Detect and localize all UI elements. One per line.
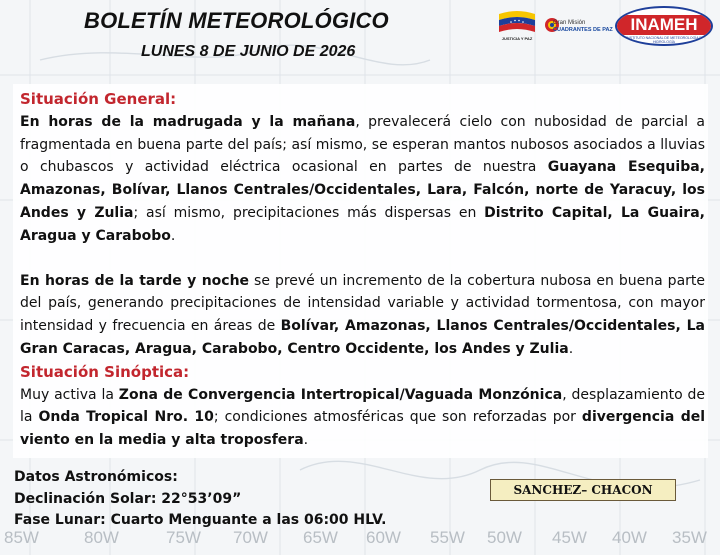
text-run: Muy activa la [20,386,119,403]
bulletin-date: LUNES 8 DE JUNIO DE 2026 [141,43,356,60]
text-run: En horas de la tarde y noche [20,272,250,289]
text-run: En horas de la madrugada y la mañana [20,113,356,130]
situacion-general-title: Situación General: [20,90,177,108]
lon-label: 65W [303,528,338,547]
astro-title: Datos Astronómicos: [14,469,178,485]
text-run: Distrito Capital, La Guaira, Aragua y Carabobo [20,204,705,244]
lon-label: 85W [4,528,39,547]
inameh-logo-text: INAMEH [617,15,711,35]
text-run: ; condiciones atmosféricas que son reforzadas por [213,409,582,426]
mision-logo-line1: Gran Misión [553,20,586,26]
situacion-general-morning [20,111,705,248]
lon-label: 80W [84,528,119,547]
text-run: Guayana Esequiba, Amazonas, Bolívar, Llanos Centrales/Occidentales, Lara, Falcón, norte de Yaracuy, los Andes y Zulia [20,159,705,221]
lon-label: 40W [612,528,647,547]
text-run: . [303,432,309,449]
map-longitude-labels [0,528,720,552]
lon-label: 75W [166,528,201,547]
lon-label: 55W [430,528,465,547]
forecaster-signature: SANCHEZ– CHACON [490,479,676,501]
flag-logo-caption: JUSTICIA Y PAZ [501,36,533,41]
text-run: se prevé un incremento de la cobertura nubosa en buena parte del país, generando precipitaciones de intensidad variable y actividad tormentosa, con mayor intensidad y frecuencia en áreas de [20,272,706,335]
situacion-general-evening [20,270,705,361]
text-run: divergencia del viento en la media y alta troposfera [20,409,706,449]
solar-declination: Declinación Solar: 22°53’09” [14,490,242,507]
mision-logo-line2: CUADRANTES DE PAZ [553,27,613,33]
bulletin-title: BOLETÍN METEOROLÓGICO [84,8,389,33]
institution-logos [495,6,715,46]
lon-label: 60W [366,528,401,547]
inameh-logo [615,6,713,46]
lon-label: 35W [672,528,707,547]
moon-phase: Fase Lunar: Cuarto Menguante a las 06:00 HLV. [14,512,387,528]
text-run: , desplazamiento de la [20,386,706,426]
situacion-sinoptica-text [20,384,705,452]
lon-label: 50W [487,528,522,547]
lon-label: 45W [552,528,587,547]
text-run: ; así mismo, precipitaciones más dispersas en [133,204,485,221]
inameh-logo-subtitle: INSTITUTO NACIONAL DE METEOROLOGÍA E HIDROLOGÍA [626,36,702,44]
text-run: . [170,227,176,244]
lon-label: 70W [233,528,268,547]
text-run: , prevalecerá cielo con nubosidad de parcial a fragmentada en buena parte del país; así mismo, se esperan mantos nubosos asociados a lluvias o chubascos y actividad eléctrica ocasional en partes de nuestra [20,113,706,176]
text-run: Bolívar, Amazonas, Llanos Centrales/Occidentales, La Gran Caracas, Aragua, Carabobo, Centro Occidente, los Andes y Zulia [20,318,705,357]
astronomical-data [14,467,386,532]
text-run: Onda Tropical Nro. 10 [38,409,214,426]
text-run: Zona de Convergencia Intertropical/Vaguada Monzónica [118,386,563,403]
text-run: . [568,340,574,357]
bulletin-content [20,88,705,452]
situacion-sinoptica-title: Situación Sinóptica: [20,362,190,381]
